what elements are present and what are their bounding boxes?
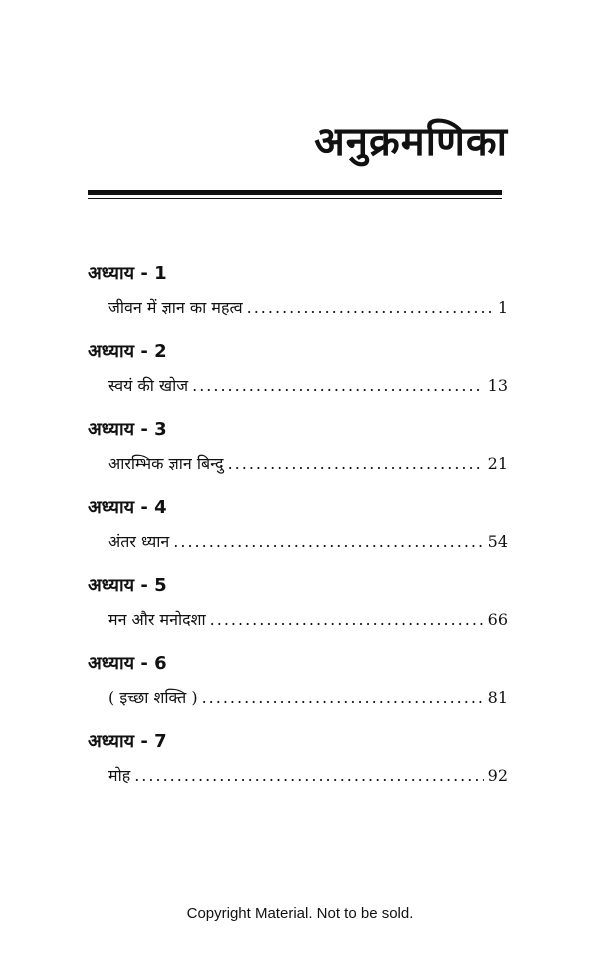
chapter-heading: अध्याय - 4 [88,497,167,518]
page-number: 13 [487,376,508,395]
chapter-heading: अध्याय - 2 [88,341,167,362]
toc-entry[interactable] [88,296,508,320]
page-number: 21 [487,454,508,473]
dot-leader [210,608,484,632]
page-number: 66 [487,610,508,629]
page-number: 81 [487,688,508,707]
entry-title: मन और मनोदशा [108,610,206,629]
page-title: अनुक्रमणिका [314,118,508,165]
chapter-1 [88,262,508,340]
entry-title: मोह [108,766,131,785]
toc-entry[interactable] [88,608,508,632]
toc-entry[interactable] [88,452,508,476]
chapter-heading: अध्याय - 1 [88,263,167,284]
entry-title: जीवन में ज्ञान का महत्व [108,298,243,317]
entry-title: ( इच्छा शक्ति ) [108,688,198,707]
dot-leader [134,764,483,788]
copyright-notice: Copyright Material. Not to be sold. [186,905,414,922]
chapter-heading: अध्याय - 5 [88,575,167,596]
page-number: 1 [497,298,508,317]
entry-title: आरम्भिक ज्ञान बिन्दु [108,454,224,473]
chapter-5 [88,574,508,652]
title-rule-thick [88,190,502,195]
dot-leader [192,374,484,398]
chapter-4 [88,496,508,574]
title-rule-thin [88,198,502,199]
page-number: 54 [487,532,508,551]
table-of-contents [88,262,508,808]
chapter-6 [88,652,508,730]
chapter-heading: अध्याय - 6 [88,653,167,674]
chapter-2 [88,340,508,418]
page-number: 92 [487,766,508,785]
chapter-heading: अध्याय - 3 [88,419,167,440]
entry-title: अंतर ध्यान [108,532,170,551]
chapter-7 [88,730,508,808]
chapter-heading: अध्याय - 7 [88,731,167,752]
dot-leader [228,452,484,476]
chapter-3 [88,418,508,496]
toc-entry[interactable] [88,764,508,788]
toc-entry[interactable] [88,374,508,398]
entry-title: स्वयं की खोज [108,376,189,395]
toc-entry[interactable] [88,686,508,710]
toc-entry[interactable] [88,530,508,554]
dot-leader [173,530,483,554]
dot-leader [247,296,494,320]
dot-leader [202,686,484,710]
